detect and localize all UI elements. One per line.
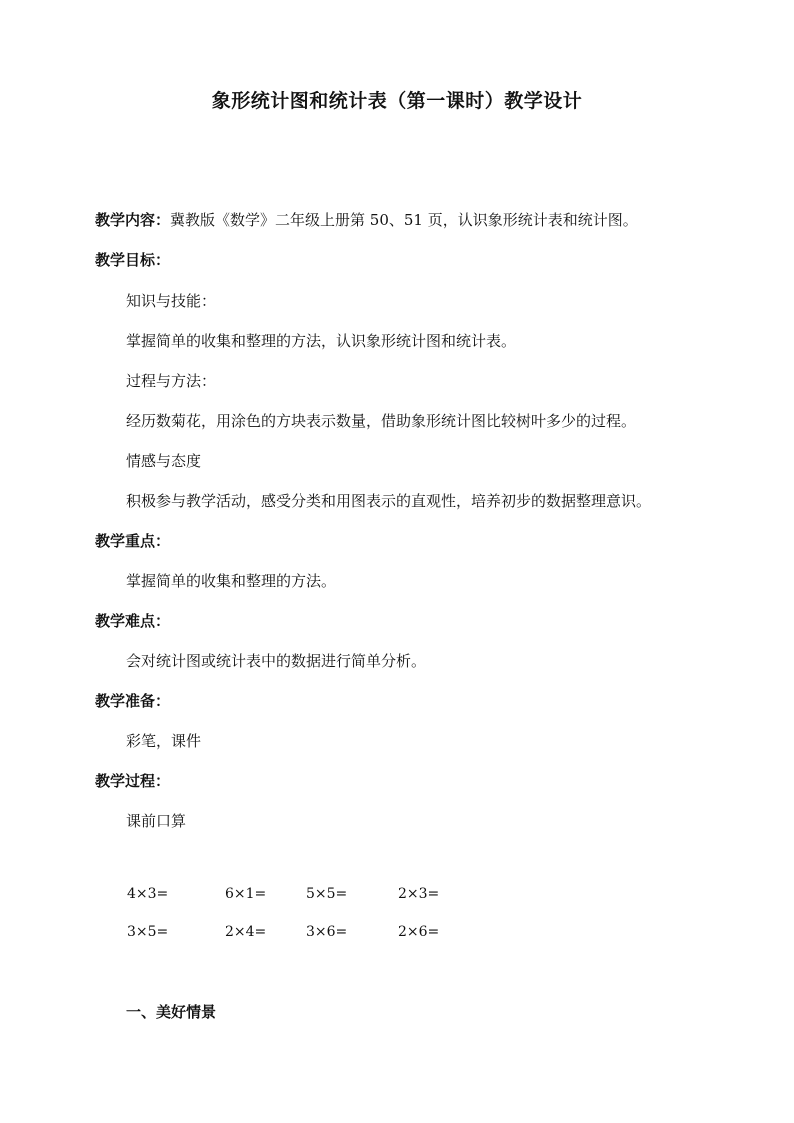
process-method-text: 经历数菊花，用涂色的方块表示数量，借助象形统计图比较树叶多少的过程。 bbox=[126, 412, 637, 430]
arithmetic-item: 3×5= bbox=[127, 924, 169, 940]
content-label: 教学内容： bbox=[95, 211, 171, 229]
emotion-label: 情感与态度 bbox=[126, 452, 202, 470]
difficulty-heading: 教学难点： bbox=[95, 612, 171, 630]
arithmetic-item: 3×6= bbox=[306, 924, 348, 940]
preparation-text: 彩笔，课件 bbox=[126, 732, 202, 750]
content-text: 冀教版《数学》二年级上册第 50、51 页，认识象形统计表和统计图。 bbox=[170, 211, 638, 229]
key-point-text: 掌握简单的收集和整理的方法。 bbox=[126, 572, 337, 590]
arithmetic-item: 6×1= bbox=[225, 886, 267, 902]
objectives-heading: 教学目标： bbox=[95, 251, 171, 269]
knowledge-label: 知识与技能： bbox=[126, 292, 217, 310]
emotion-text: 积极参与教学活动，感受分类和用图表示的直观性，培养初步的数据整理意识。 bbox=[126, 492, 652, 510]
knowledge-text: 掌握简单的收集和整理的方法，认识象形统计图和统计表。 bbox=[126, 332, 517, 350]
section-heading-1: 一、美好情景 bbox=[126, 1003, 217, 1021]
difficulty-text: 会对统计图或统计表中的数据进行简单分析。 bbox=[126, 652, 427, 670]
process-method-label: 过程与方法： bbox=[126, 372, 217, 390]
warmup-label: 课前口算 bbox=[126, 812, 187, 830]
arithmetic-item: 2×3= bbox=[398, 886, 440, 902]
arithmetic-item: 4×3= bbox=[127, 886, 169, 902]
arithmetic-item: 2×6= bbox=[398, 924, 440, 940]
preparation-heading: 教学准备： bbox=[95, 692, 171, 710]
process-heading: 教学过程： bbox=[95, 772, 171, 790]
document-title: 象形统计图和统计表（第一课时）教学设计 bbox=[211, 90, 583, 112]
content-line bbox=[95, 210, 638, 230]
arithmetic-item: 2×4= bbox=[225, 924, 267, 940]
key-point-heading: 教学重点： bbox=[95, 532, 171, 550]
arithmetic-item: 5×5= bbox=[306, 886, 348, 902]
